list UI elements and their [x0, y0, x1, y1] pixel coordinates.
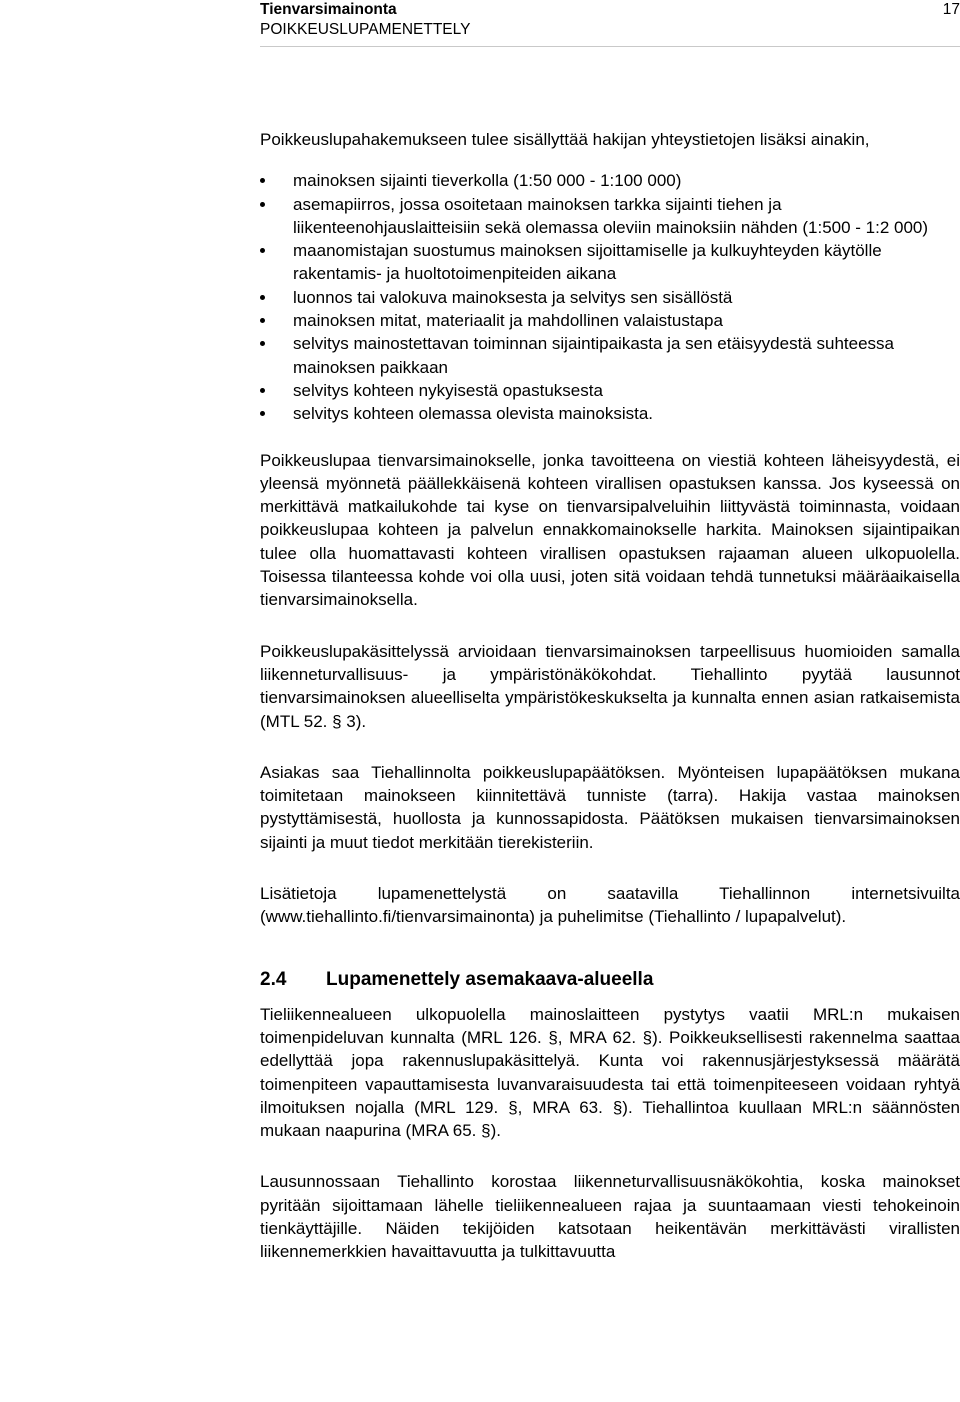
list-item-text: mainoksen sijainti tieverkolla (1:50 000 - 1:100 000) [293, 171, 682, 191]
list-item-text: luonnos tai valokuva mainoksesta ja selvitys sen sisällöstä [293, 287, 733, 307]
paragraph: Poikkeuslupaa tienvarsimainokselle, jonka tavoitteena on viestiä kohteen läheisyydestä, ei yleensä myönnetä päällekkäisenä kohteen virallisen opastuksen kanssa. Jos kyseessä on merkittävä matkailukohde tai kyse on tienvarsipalveluihin liittyvästä toiminnasta, voidaan poikkeuslupaa kohteen ja palvelun ennakkomainokselle harkita. Mainoksen sijaintipaikan tulee olla huomattavasti kohteen virallisen opastuksen rajaaman alueen ulkopuolella. Toisessa tilanteessa kohde voi olla uusi, joten sitä voidaan tehdä tunnetuksi määräaikaisella tienvarsimainoksella. [260, 450, 960, 610]
bullet-icon [260, 202, 265, 207]
section-heading [260, 967, 960, 993]
bullet-icon [260, 411, 265, 416]
bullet-icon [260, 318, 265, 323]
requirements-list [260, 169, 960, 425]
paragraph: Lisätietoja lupamenettelystä on saatavilla Tiehallinnon internetsivuilta (www.tiehallinto.fi/tienvarsimainonta) ja puhelimitse (Tiehallinto / lupapalvelut). [260, 884, 960, 927]
list-item [260, 332, 960, 379]
list-item [260, 286, 960, 309]
list-item [260, 169, 960, 192]
header-subtitle: POIKKEUSLUPAMENETTELY [260, 21, 471, 38]
list-item [260, 309, 960, 332]
list-item-text: mainoksen mitat, materiaalit ja mahdollinen valaistustapa [293, 311, 723, 331]
page-header [260, 0, 960, 44]
paragraph: Tieliikennealueen ulkopuolella mainoslaitteen pystytys vaatii MRL:n mukaisen toimenpideluvan kunnalta (MRL 126. §, MRA 62. §). Poikkeuksellisesti rakennelma saattaa edellyttää jopa rakennuslupakäsittelyä. Kunta voi rakennusjärjestyksessä määrätä toimenpiteen vapauttamisesta luvanvaraisuudesta tai että toimenpiteeseen voidaan ryhtyä ilmoituksen nojalla (MRL 129. §, MRA 63. §). Tiehallintoa kuullaan MRL:n säännösten mukaan naapurina (MRA 65. §). [260, 1004, 960, 1141]
paragraph: Lausunnossaan Tiehallinto korostaa liikenneturvallisuusnäkökohtia, koska mainokset pyritään sijoittamaan lähelle tieliikennealueen rajaa ja suuntaamaan viesti tehokeinoin tienkäyttäjille. Näiden tekijöiden katsotaan heikentävän merkittävästi virallisten liikennemerkkien havaittavuutta ja tulkittavuutta [260, 1172, 960, 1262]
bullet-icon [260, 248, 265, 253]
paragraph: Asiakas saa Tiehallinnolta poikkeuslupapäätöksen. Myönteisen lupapäätöksen mukana toimitetaan mainokseen kiinnitettävä tunniste (tarra). Hakija vastaa mainoksen pystyttämisestä, huollosta ja kunnossapidosta. Päätöksen mukaisen tienvarsimainoksen sijainti ja muut tiedot merkitään tierekisteriin. [260, 762, 960, 852]
list-item-text: maanomistajan suostumus mainoksen sijoittamiselle ja kulkuyhteyden käytölle rakentamis- ja huoltotoimenpiteiden aikana [293, 241, 882, 284]
list-item-text: selvitys kohteen nykyisestä opastuksesta [293, 380, 603, 400]
header-title: Tienvarsimainonta [260, 1, 397, 18]
header-divider [260, 46, 960, 47]
bullet-icon [260, 178, 265, 183]
section-number: 2.4 [260, 968, 287, 990]
page-number: 17 [942, 1, 960, 18]
bullet-icon [260, 295, 265, 300]
list-item-text: selvitys kohteen olemassa olevista mainoksista. [293, 404, 653, 424]
document-body [260, 128, 960, 1264]
list-item-text: selvitys mainostettavan toiminnan sijaintipaikasta ja sen etäisyydestä suhteessa mainoksen paikkaan [293, 334, 894, 377]
paragraph: Poikkeuslupakäsittelyssä arvioidaan tienvarsimainoksen tarpeellisuus huomioiden samalla liikenneturvallisuus- ja ympäristönäkökohdat. Tiehallinto pyytää lausunnot tienvarsimainoksen alueelliselta ympäristökeskukselta ja kunnalta ennen asian ratkaisemista (MTL 52. § 3). [260, 641, 960, 731]
list-item [260, 379, 960, 402]
list-item [260, 402, 960, 425]
bullet-icon [260, 341, 265, 346]
bullet-icon [260, 388, 265, 393]
intro-paragraph: Poikkeuslupahakemukseen tulee sisällyttää hakijan yhteystietojen lisäksi ainakin, [260, 130, 870, 149]
list-item [260, 193, 960, 240]
list-item [260, 239, 960, 286]
list-item-text: asemapiirros, jossa osoitetaan mainoksen tarkka sijainti tiehen ja liikenteenohjauslaitteisiin sekä olemassa oleviin mainoksiin nähden (1:500 - 1:2 000) [293, 194, 929, 237]
section-title: Lupamenettely asemakaava-alueella [326, 968, 654, 990]
